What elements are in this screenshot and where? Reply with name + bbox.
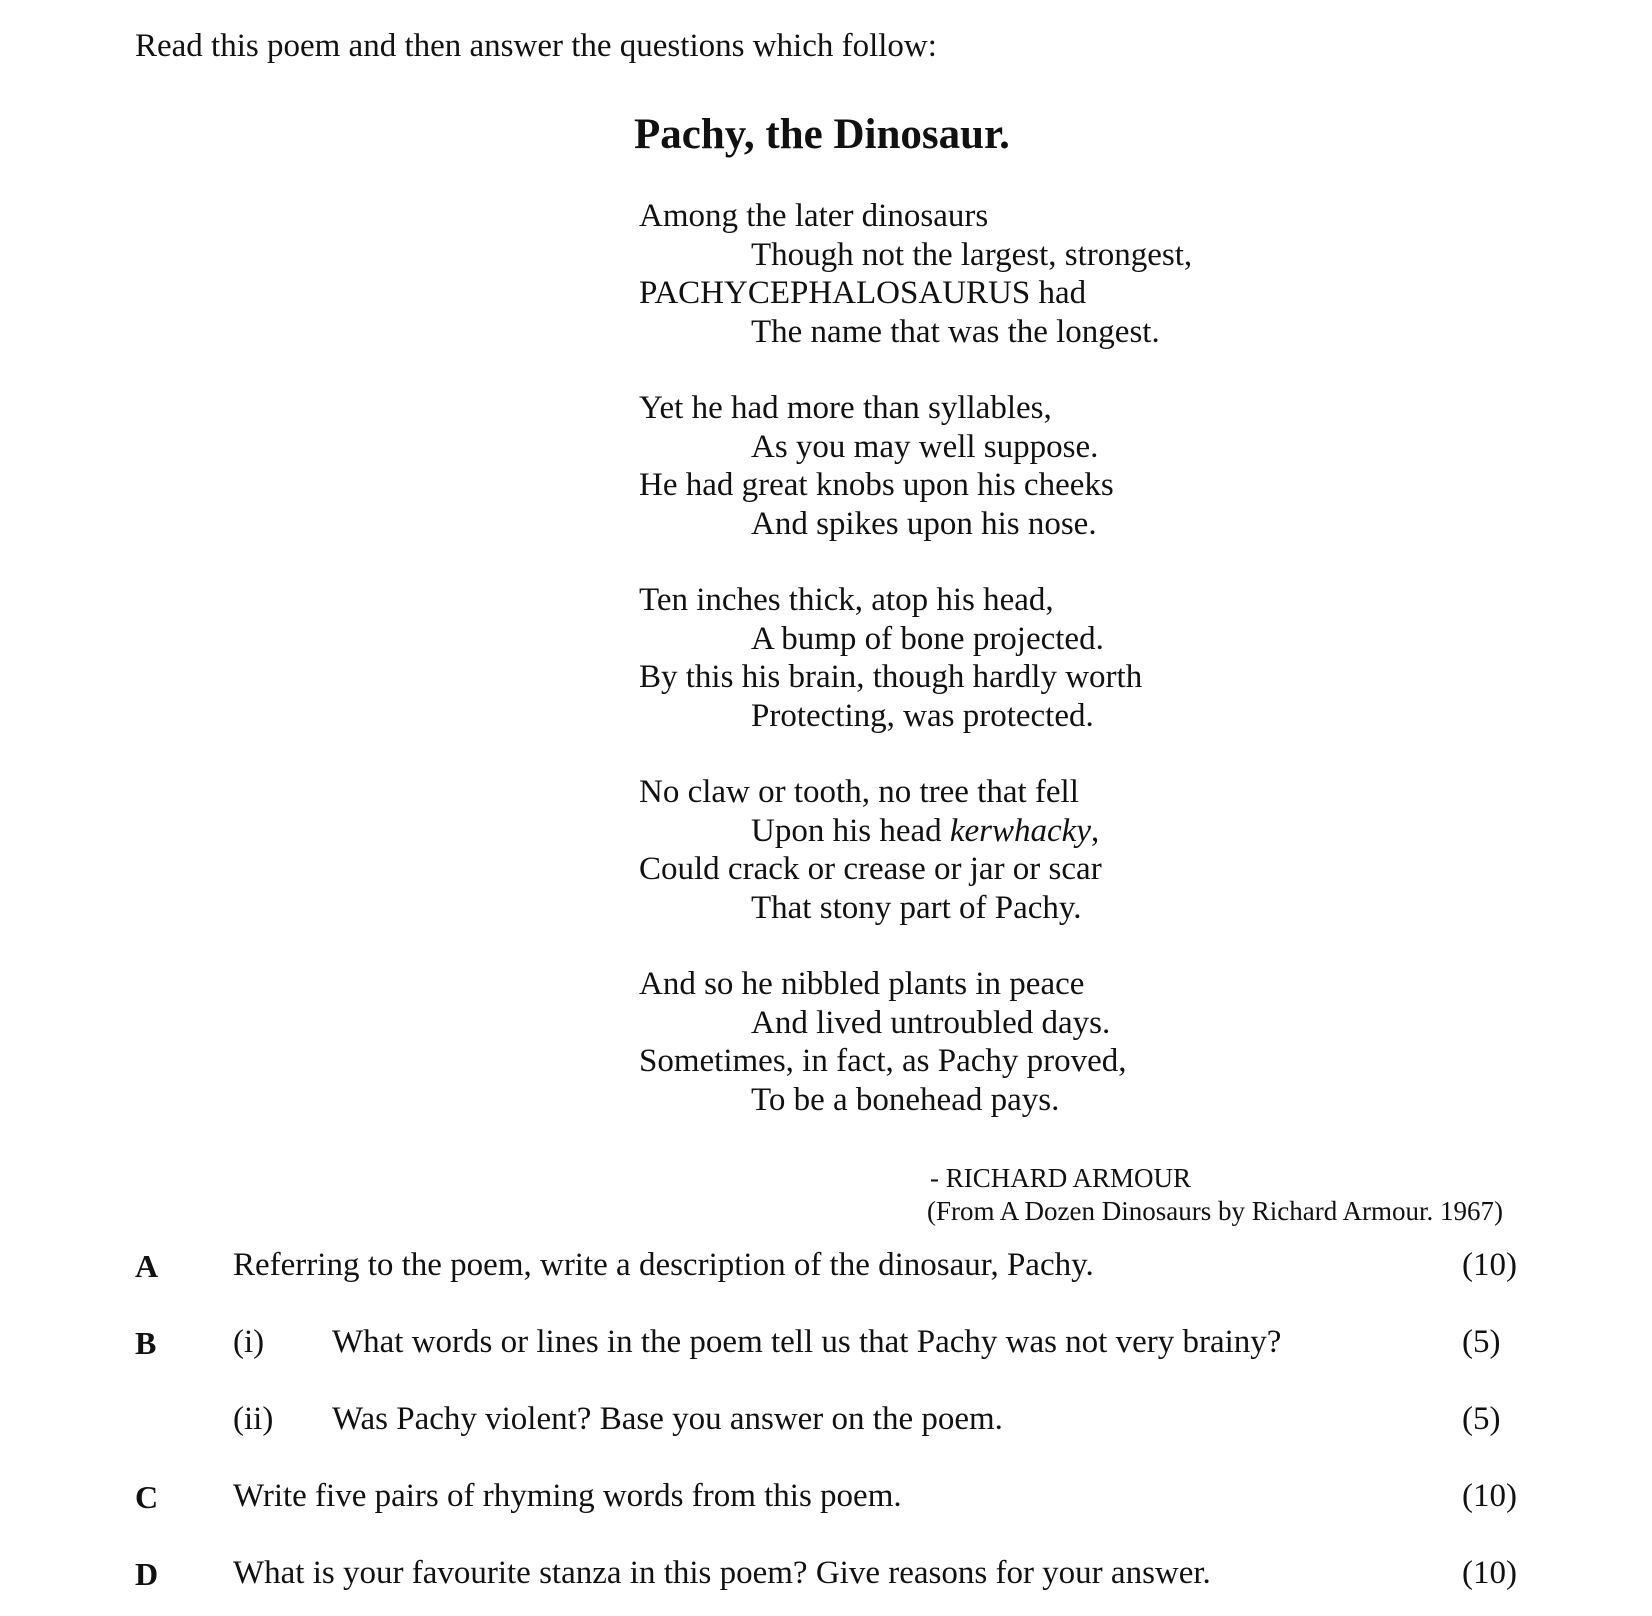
question-letter: B (135, 1325, 157, 1361)
poem-line: He had great knobs upon his cheeks (639, 467, 1114, 503)
poem-line: To be a bonehead pays. (751, 1081, 1060, 1118)
poem-source: (From A Dozen Dinosaurs by Richard Armour. 1967) (927, 1196, 1503, 1226)
poem-line: Sometimes, in fact, as Pachy proved, (639, 1043, 1127, 1079)
poem-line: A bump of bone projected. (751, 620, 1104, 657)
question-letter: A (135, 1248, 159, 1284)
question-marks: (10) (1462, 1247, 1517, 1283)
question-text: Referring to the poem, write a description of the dinosaur, Pachy. (233, 1247, 1094, 1283)
stanza-1 (639, 197, 1192, 351)
question-text: What words or lines in the poem tell us that Pachy was not very brainy? (332, 1324, 1282, 1360)
question-marks: (5) (1462, 1401, 1501, 1437)
poem-line (639, 812, 1192, 851)
poem-line: Though not the largest, strongest, (751, 236, 1193, 273)
question-letter: C (135, 1479, 159, 1515)
poem-line: Ten inches thick, atop his head, (639, 582, 1054, 618)
poem-line: As you may well suppose. (751, 428, 1099, 465)
poem-line: Among the later dinosaurs (639, 198, 989, 234)
stanza-5 (639, 965, 1192, 1119)
question-marks: (5) (1462, 1324, 1501, 1360)
poem-title: Pachy, the Dinosaur. (634, 111, 1010, 158)
poem-body (639, 197, 1192, 1157)
poem-line: That stony part of Pachy. (751, 889, 1082, 926)
question-text: Was Pachy violent? Base you answer on the poem. (332, 1401, 1003, 1437)
poem-line: Protecting, was protected. (751, 697, 1094, 734)
poem-line: PACHYCEPHALOSAURUS had (639, 275, 1087, 311)
poem-line: Yet he had more than syllables, (639, 390, 1052, 426)
question-sub: (ii) (233, 1401, 274, 1437)
question-text: What is your favourite stanza in this poem? Give reasons for your answer. (233, 1555, 1211, 1591)
poem-line: No claw or tooth, no tree that fell (639, 774, 1079, 810)
poem-line: Could crack or crease or jar or scar (639, 851, 1102, 887)
question-text: Write five pairs of rhyming words from this poem. (233, 1478, 902, 1514)
poem-line-punct: , (1090, 812, 1100, 849)
intro-text: Read this poem and then answer the questions which follow: (135, 28, 937, 64)
poem-line: By this his brain, though hardly worth (639, 659, 1143, 695)
stanza-4 (639, 773, 1192, 927)
question-sub: (i) (233, 1324, 265, 1360)
poem-italic-word: kerwhacky (949, 812, 1091, 849)
poem-line: And lived untroubled days. (751, 1004, 1111, 1041)
poem-author: - RICHARD ARMOUR (930, 1163, 1192, 1193)
poem-line: And spikes upon his nose. (751, 505, 1097, 542)
stanza-2 (639, 389, 1192, 543)
question-marks: (10) (1462, 1555, 1517, 1591)
poem-line-text: Upon his head (751, 812, 950, 849)
question-marks: (10) (1462, 1478, 1517, 1514)
poem-line: And so he nibbled plants in peace (639, 966, 1085, 1002)
stanza-3 (639, 581, 1192, 735)
question-letter: D (135, 1556, 159, 1592)
poem-line: The name that was the longest. (751, 313, 1160, 350)
